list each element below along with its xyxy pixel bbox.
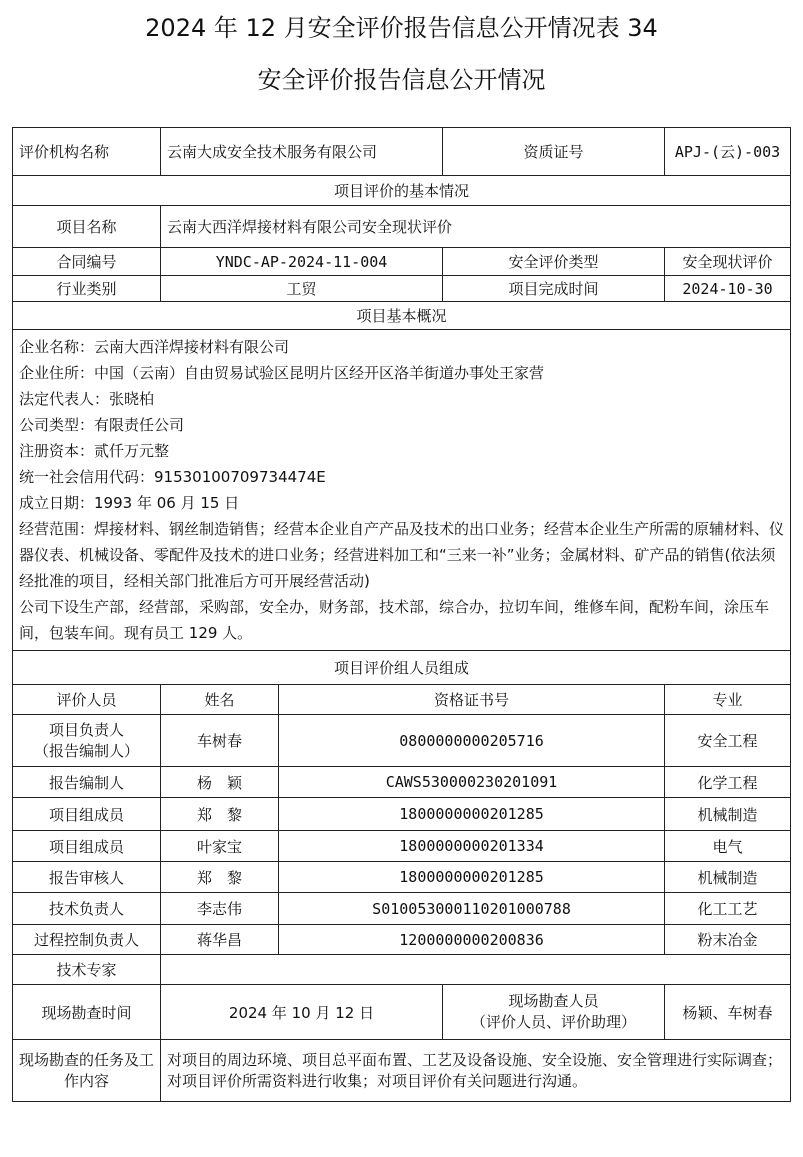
team-cert: S010053000110201000788 bbox=[279, 893, 665, 925]
overview-line: 经营范围：焊接材料、钢丝制造销售；经营本企业自产产品及技术的出口业务；经营本企业生产所需的原辅材料、仪器仪表、机械设备、零配件及技术的进口业务；经营进料加工和“三来一补”业务；金属材料、矿产品的销售(依法须经批准的项目，经相关部门批准后方可开展经营活动) bbox=[19, 520, 785, 590]
team-major: 化学工程 bbox=[665, 767, 791, 798]
overview-line: 公司下设生产部，经营部，采购部，安全办，财务部，技术部，综合办，拉切车间，维修车间，配粉车间，涂压车间，包装车间。现有员工 129 人。 bbox=[19, 598, 770, 642]
team-role: 报告审核人 bbox=[13, 862, 161, 893]
team-major: 粉末冶金 bbox=[665, 925, 791, 955]
overview-line: 企业住所：中国（云南）自由贸易试验区昆明片区经开区洛羊街道办事处王家营 bbox=[19, 364, 545, 382]
industry-label: 行业类别 bbox=[13, 276, 161, 302]
finish-value: 2024-10-30 bbox=[665, 276, 791, 302]
cert-value: APJ-(云)-003 bbox=[665, 128, 791, 176]
contract-label: 合同编号 bbox=[13, 248, 161, 276]
team-major: 机械制造 bbox=[665, 862, 791, 893]
overview-line: 统一社会信用代码：91530100709734474E bbox=[19, 468, 326, 486]
team-role: 项目组成员 bbox=[13, 798, 161, 831]
team-cert: 1800000000201334 bbox=[279, 831, 665, 862]
team-name: 叶家宝 bbox=[161, 831, 279, 862]
team-major: 安全工程 bbox=[665, 715, 791, 767]
team-header-cert: 资格证书号 bbox=[279, 685, 665, 715]
team-header-major: 专业 bbox=[665, 685, 791, 715]
team-header-role: 评价人员 bbox=[13, 685, 161, 715]
team-cert: 1200000000200836 bbox=[279, 925, 665, 955]
disclosure-table bbox=[12, 127, 791, 1102]
finish-label: 项目完成时间 bbox=[443, 276, 665, 302]
team-cert: 0800000000205716 bbox=[279, 715, 665, 767]
team-header-name: 姓名 bbox=[161, 685, 279, 715]
team-cert: 1800000000201285 bbox=[279, 862, 665, 893]
team-major: 电气 bbox=[665, 831, 791, 862]
table-row bbox=[13, 715, 791, 767]
team-major: 化工工艺 bbox=[665, 893, 791, 925]
table-row bbox=[13, 893, 791, 925]
eval-type-label: 安全评价类型 bbox=[443, 248, 665, 276]
industry-value: 工贸 bbox=[161, 276, 443, 302]
contract-value: YNDC-AP-2024-11-004 bbox=[161, 248, 443, 276]
survey-staff-value: 杨颖、车树春 bbox=[665, 985, 791, 1040]
team-name: 李志伟 bbox=[161, 893, 279, 925]
team-name: 杨 颖 bbox=[161, 767, 279, 798]
expert-value bbox=[161, 955, 791, 985]
org-label: 评价机构名称 bbox=[13, 128, 161, 176]
team-name: 郑 黎 bbox=[161, 862, 279, 893]
team-role: 过程控制负责人 bbox=[13, 925, 161, 955]
expert-label: 技术专家 bbox=[13, 955, 161, 985]
basic-section-title: 项目评价的基本情况 bbox=[13, 176, 791, 206]
project-value: 云南大西洋焊接材料有限公司安全现状评价 bbox=[161, 206, 791, 248]
survey-staff-label-line1: 现场勘查人员 bbox=[508, 992, 599, 1010]
survey-task-value: 对项目的周边环境、项目总平面布置、工艺及设备设施、安全设施、安全管理进行实际调查；对项目评价所需资料进行收集；对项目评价有关问题进行沟通。 bbox=[161, 1040, 791, 1102]
survey-task-label: 现场勘查的任务及工作内容 bbox=[13, 1040, 161, 1102]
table-row bbox=[13, 862, 791, 893]
overview-line: 企业名称：云南大西洋焊接材料有限公司 bbox=[19, 338, 290, 356]
team-major: 机械制造 bbox=[665, 798, 791, 831]
project-label: 项目名称 bbox=[13, 206, 161, 248]
table-row bbox=[13, 767, 791, 798]
document-title: 2024 年 12 月安全评价报告信息公开情况表 34 bbox=[145, 14, 658, 42]
survey-staff-label bbox=[443, 985, 665, 1040]
overview-line: 注册资本：贰仟万元整 bbox=[19, 442, 170, 460]
overview-section-title: 项目基本概况 bbox=[13, 302, 791, 330]
team-name: 蒋华昌 bbox=[161, 925, 279, 955]
team-cert: 1800000000201285 bbox=[279, 798, 665, 831]
team-cert: CAWS530000230201091 bbox=[279, 767, 665, 798]
overview-line: 成立日期：1993 年 06 月 15 日 bbox=[19, 494, 240, 512]
survey-staff-label-line2: （评价人员、评价助理） bbox=[471, 1013, 637, 1031]
document-subtitle: 安全评价报告信息公开情况 bbox=[257, 66, 546, 94]
team-name: 车树春 bbox=[161, 715, 279, 767]
eval-type-value: 安全现状评价 bbox=[665, 248, 791, 276]
team-role: 报告编制人 bbox=[13, 767, 161, 798]
overview-line: 公司类型：有限责任公司 bbox=[19, 416, 185, 434]
org-value: 云南大成安全技术服务有限公司 bbox=[161, 128, 443, 176]
team-section-title: 项目评价组人员组成 bbox=[13, 651, 791, 685]
survey-time-label: 现场勘查时间 bbox=[13, 985, 161, 1040]
overview-content bbox=[13, 330, 791, 651]
table-row bbox=[13, 798, 791, 831]
overview-line: 法定代表人：张晓柏 bbox=[19, 390, 155, 408]
cert-label: 资质证号 bbox=[443, 128, 665, 176]
table-row bbox=[13, 831, 791, 862]
team-role: 项目组成员 bbox=[13, 831, 161, 862]
table-row bbox=[13, 925, 791, 955]
team-name: 郑 黎 bbox=[161, 798, 279, 831]
survey-time-value: 2024 年 10 月 12 日 bbox=[161, 985, 443, 1040]
team-role: 技术负责人 bbox=[13, 893, 161, 925]
team-role: 项目负责人 （报告编制人） bbox=[13, 715, 161, 767]
